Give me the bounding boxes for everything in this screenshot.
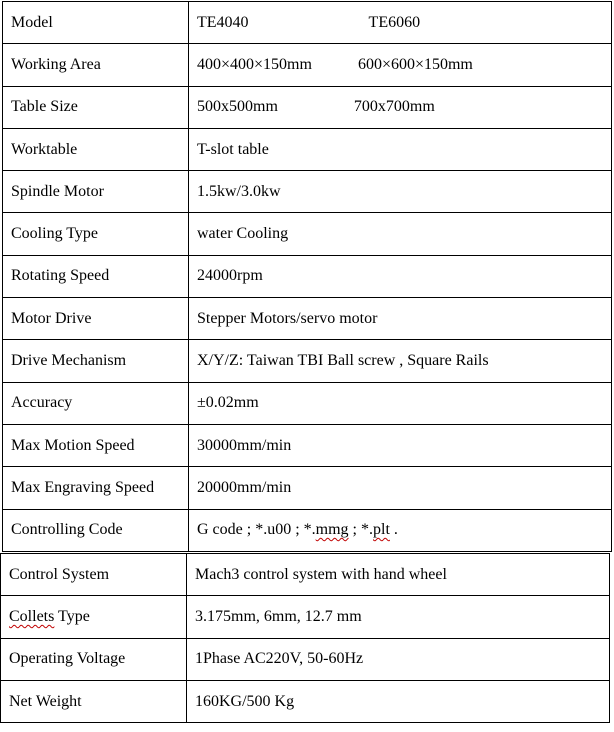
row-value: ±0.02mm (189, 382, 612, 424)
spec-table-top (2, 1, 612, 552)
code-text-c: ; *. (348, 521, 373, 539)
row-label: Control System (1, 554, 187, 596)
row-label: Cooling Type (3, 213, 189, 255)
row-value: X/Y/Z: Taiwan TBI Ball screw , Square Rails (189, 340, 612, 382)
row-label: Max Motion Speed (3, 424, 189, 466)
row-value: 1.5kw/3.0kw (189, 171, 612, 213)
table-size-te4040: 500x500mm (197, 98, 278, 116)
row-value: 20000mm/min (189, 467, 612, 509)
label-type: Type (54, 607, 90, 625)
spec-table-bottom (0, 553, 610, 723)
row-value: 24000rpm (189, 255, 612, 297)
row-label: Spindle Motor (3, 171, 189, 213)
table-row (3, 509, 612, 551)
row-value: T-slot table (189, 128, 612, 170)
table-row (3, 340, 612, 382)
code-text-plt: plt (373, 521, 390, 539)
table-row (1, 554, 610, 596)
working-area-te6060: 600×600×150mm (357, 55, 473, 73)
code-text-mmg: mmg (315, 521, 349, 539)
row-value: 3.175mm, 6mm, 12.7 mm (187, 596, 610, 638)
table-size-te6060: 700x700mm (353, 98, 435, 116)
code-text-e: . (389, 521, 398, 539)
row-value: 160KG/500 Kg (187, 680, 610, 722)
table-row (3, 171, 612, 213)
row-label: Motor Drive (3, 298, 189, 340)
table-row (1, 596, 610, 638)
row-value (189, 2, 612, 44)
row-label: Max Engraving Speed (3, 467, 189, 509)
row-label: Accuracy (3, 382, 189, 424)
model-te6060: TE6060 (368, 13, 421, 31)
table-row (3, 86, 612, 128)
table-row (3, 44, 612, 86)
row-label: Model (3, 2, 189, 44)
row-label: Rotating Speed (3, 255, 189, 297)
row-label: Controlling Code (3, 509, 189, 551)
row-label: Net Weight (1, 680, 187, 722)
table-row (3, 128, 612, 170)
row-label: Worktable (3, 128, 189, 170)
row-value: 1Phase AC220V, 50-60Hz (187, 638, 610, 680)
table-row (3, 2, 612, 44)
row-value: water Cooling (189, 213, 612, 255)
row-value: Mach3 control system with hand wheel (187, 554, 610, 596)
row-label: Table Size (3, 86, 189, 128)
row-label: Working Area (3, 44, 189, 86)
table-row (3, 255, 612, 297)
table-row (3, 424, 612, 466)
table-row (1, 680, 610, 722)
row-value: Stepper Motors/servo motor (189, 298, 612, 340)
row-value (189, 86, 612, 128)
row-label: Drive Mechanism (3, 340, 189, 382)
table-row (3, 382, 612, 424)
table-row (3, 467, 612, 509)
row-label: Operating Voltage (1, 638, 187, 680)
row-value (189, 44, 612, 86)
table-row (1, 638, 610, 680)
label-collets: Collets (9, 607, 55, 625)
table-row (3, 298, 612, 340)
model-te4040: TE4040 (197, 13, 249, 31)
row-value: 30000mm/min (189, 424, 612, 466)
code-text-a: G code ; *.u00 ; *. (197, 521, 316, 539)
working-area-te4040: 400×400×150mm (197, 55, 312, 73)
row-label (1, 596, 187, 638)
row-value (189, 509, 612, 551)
table-row (3, 213, 612, 255)
